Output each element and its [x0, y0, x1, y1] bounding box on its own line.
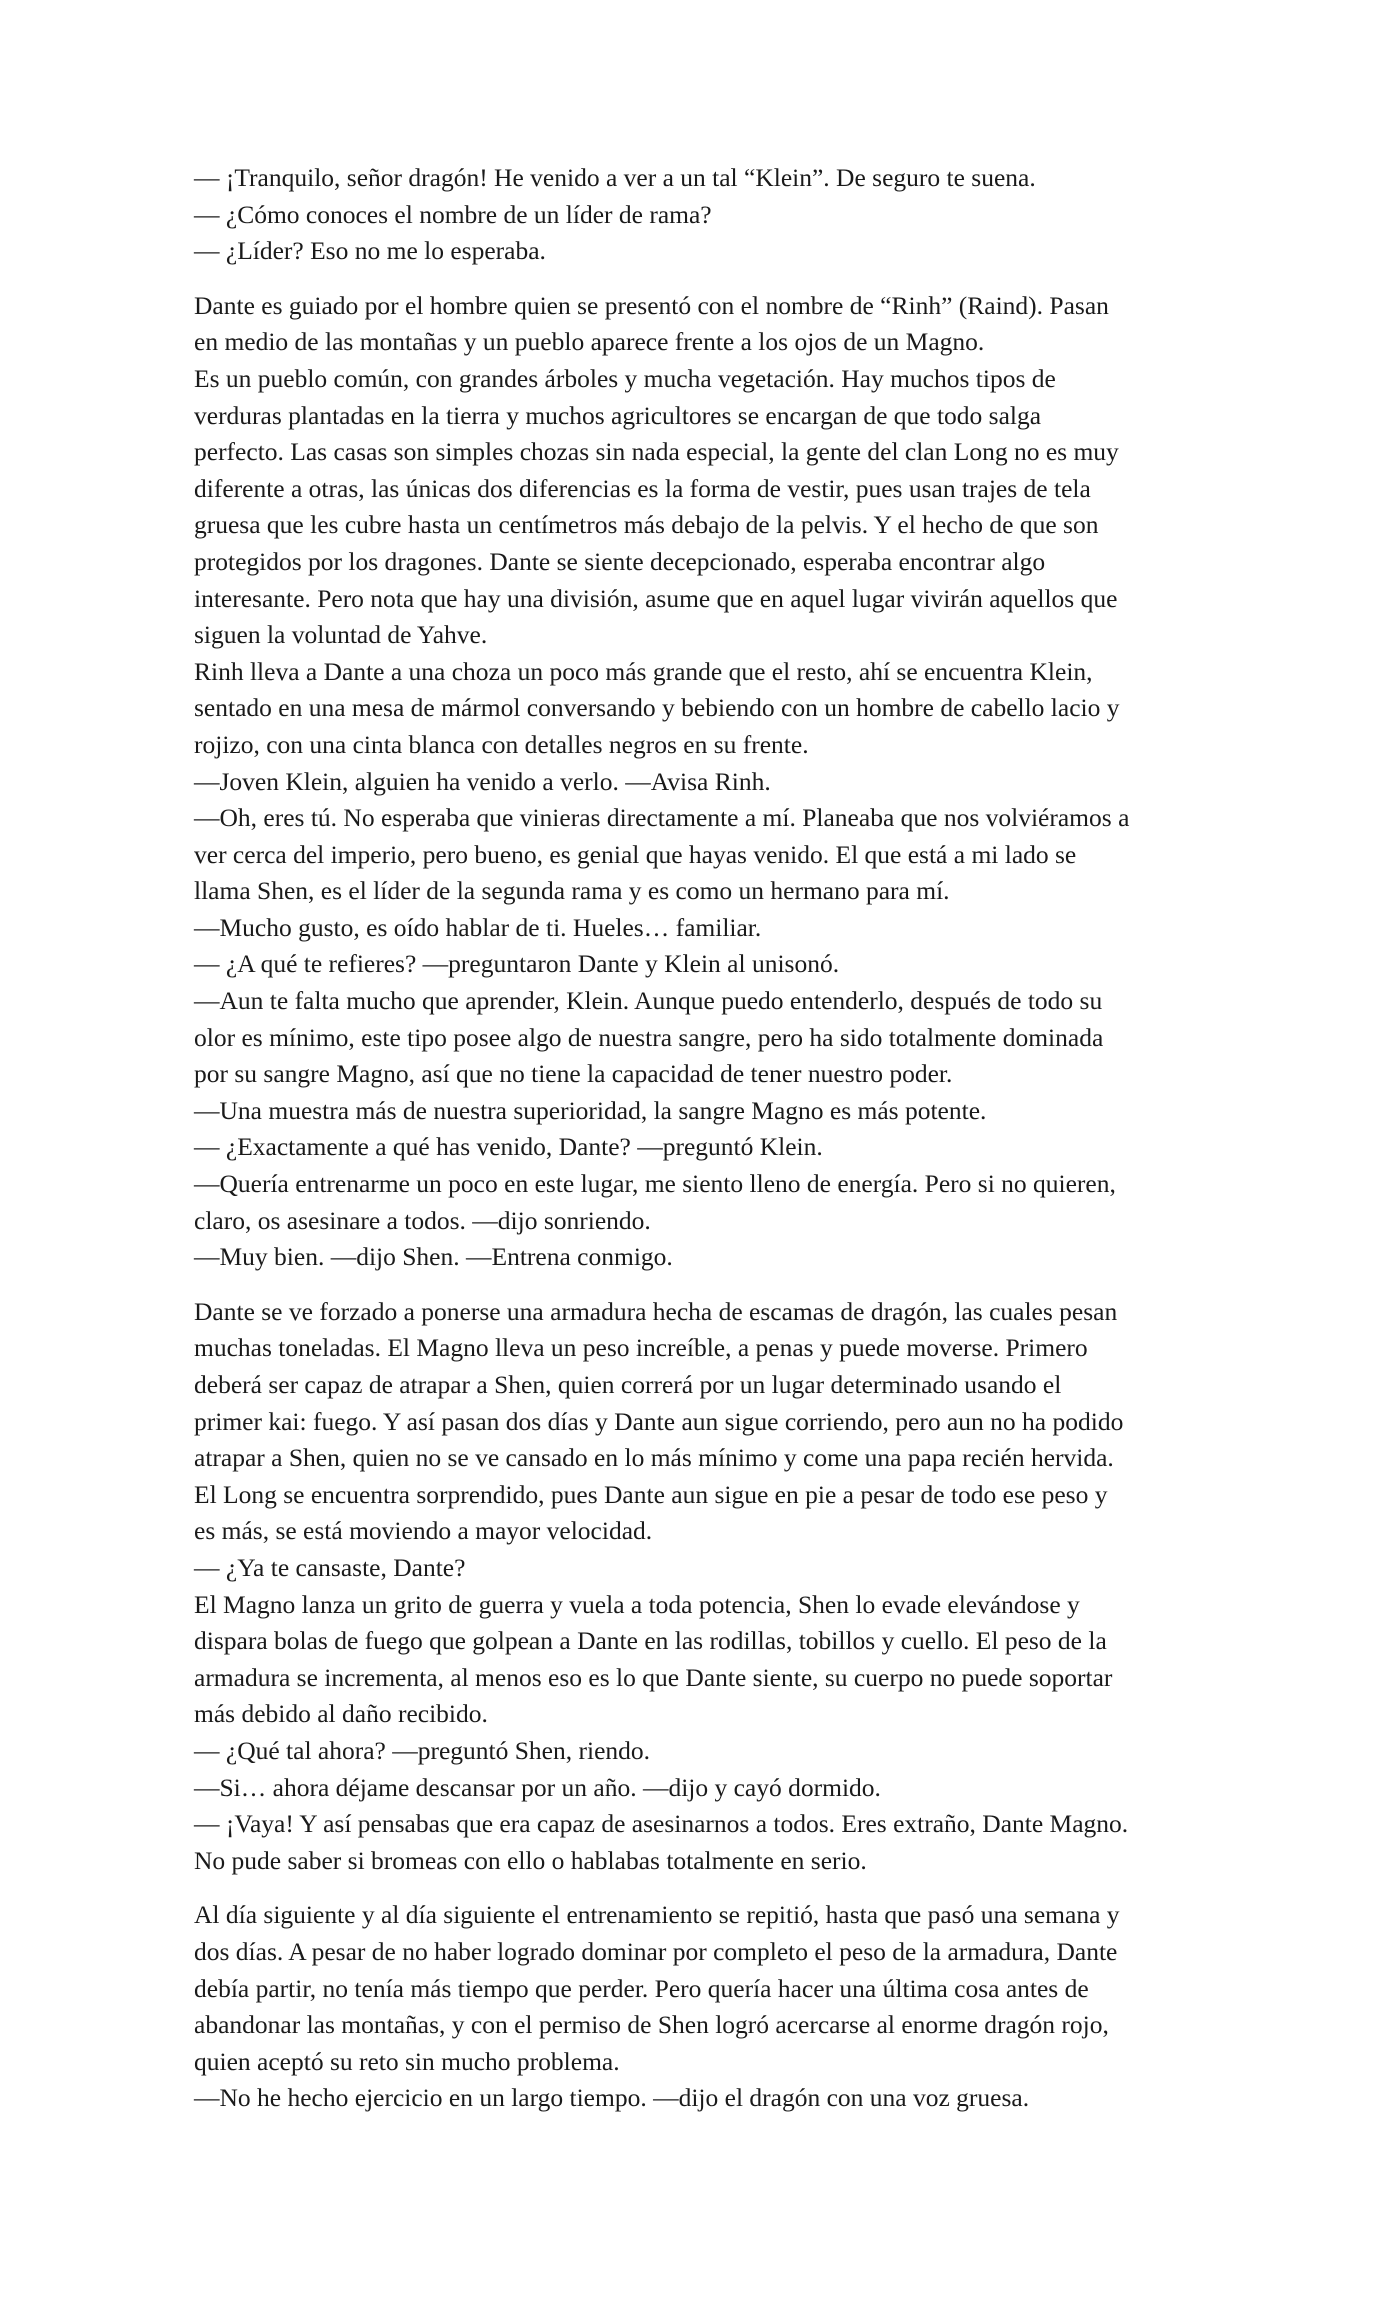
text-line: — ¿Qué tal ahora? —preguntó Shen, riendo.	[194, 1735, 651, 1765]
text-line: perfecto. Las casas son simples chozas sin nada especial, la gente del clan Long no es muy	[194, 437, 1119, 467]
text-line: deberá ser capaz de atrapar a Shen, quien correrá por un lugar determinado usando el	[194, 1370, 1062, 1399]
text-line: gruesa que les cubre hasta un centímetros más debajo de la pelvis. Y el hecho de que son	[194, 510, 1099, 540]
paragraph-block	[194, 1294, 1234, 1880]
text-line: sentado en una mesa de mármol conversando y bebiendo con un hombre de cabello lacio y	[194, 693, 1120, 723]
text-line: muchas toneladas. El Magno lleva un peso increíble, a penas y puede moverse. Primero	[194, 1333, 1088, 1363]
text-line: —Aun te falta mucho que aprender, Klein. Aunque puedo entenderlo, después de todo su	[194, 986, 1103, 1016]
text-line: interesante. Pero nota que hay una división, asume que en aquel lugar vivirán aquellos que	[194, 583, 1118, 613]
text-line: —Quería entrenarme un poco en este lugar, me siento lleno de energía. Pero si no quieren,	[194, 1169, 1116, 1199]
text-line: — ¿Líder? Eso no me lo esperaba.	[194, 236, 546, 266]
text-line: olor es mínimo, este tipo posee algo de nuestra sangre, pero ha sido totalmente dominada	[194, 1022, 1104, 1052]
text-line: en medio de las montañas y un pueblo aparece frente a los ojos de un Magno.	[194, 327, 985, 357]
text-line: armadura se incrementa, al menos eso es lo que Dante siente, su cuerpo no puede soportar	[194, 1662, 1113, 1692]
text-line: quien aceptó su reto sin mucho problema.	[194, 2046, 620, 2076]
text-line: abandonar las montañas, y con el permiso de Shen logró acercarse al enorme dragón rojo,	[194, 2010, 1109, 2040]
text-line: — ¡Tranquilo, señor dragón! He venido a ver a un tal “Klein”. De seguro te suena.	[194, 163, 1036, 192]
text-line: dispara bolas de fuego que golpean a Dante en las rodillas, tobillos y cuello. El peso de la	[194, 1626, 1107, 1656]
text-line: Rinh lleva a Dante a una choza un poco más grande que el resto, ahí se encuentra Klein,	[194, 656, 1093, 686]
text-line: debía partir, no tenía más tiempo que perder. Pero quería hacer una última cosa antes de	[194, 1973, 1089, 2003]
text-line: —Si… ahora déjame descansar por un año. —dijo y cayó dormido.	[194, 1772, 881, 1802]
text-line: protegidos por los dragones. Dante se siente decepcionado, esperaba encontrar algo	[194, 546, 1046, 576]
text-line: El Long se encuentra sorprendido, pues Dante aun sigue en pie a pesar de todo ese peso y	[194, 1479, 1108, 1509]
text-line: atrapar a Shen, quien no se ve cansado en lo más mínimo y come una papa recién hervida.	[194, 1443, 1114, 1473]
text-line: — ¡Vaya! Y así pensabas que era capaz de asesinarnos a todos. Eres extraño, Dante Magno.	[194, 1809, 1129, 1839]
text-line: — ¿Ya te cansaste, Dante?	[194, 1552, 466, 1582]
text-line: diferente a otras, las únicas dos diferencias es la forma de vestir, pues usan trajes de tela	[194, 473, 1091, 503]
text-line: primer kai: fuego. Y así pasan dos días y Dante aun sigue corriendo, pero aun no ha podido	[194, 1406, 1124, 1436]
paragraph-block	[194, 1897, 1234, 2117]
text-line: claro, os asesinare a todos. —dijo sonriendo.	[194, 1205, 651, 1235]
text-line: —Una muestra más de nuestra superioridad, la sangre Magno es más potente.	[194, 1095, 987, 1125]
text-line: llama Shen, es el líder de la segunda rama y es como un hermano para mí.	[194, 876, 950, 906]
text-line: —No he hecho ejercicio en un largo tiempo. —dijo el dragón con una voz gruesa.	[194, 2083, 1030, 2113]
text-line: Al día siguiente y al día siguiente el entrenamiento se repitió, hasta que pasó una semana y	[194, 1900, 1120, 1930]
text-line: Es un pueblo común, con grandes árboles y mucha vegetación. Hay muchos tipos de	[194, 363, 1056, 393]
text-line: verduras plantadas en la tierra y muchos agricultores se encargan de que todo salga	[194, 400, 1042, 430]
text-line: por su sangre Magno, así que no tiene la capacidad de tener nuestro poder.	[194, 1059, 953, 1089]
text-line: más debido al daño recibido.	[194, 1699, 488, 1729]
text-line: —Mucho gusto, es oído hablar de ti. Hueles… familiar.	[194, 912, 762, 942]
paragraph-block	[194, 288, 1234, 1276]
text-line: es más, se está moviendo a mayor velocidad.	[194, 1516, 653, 1546]
text-line: siguen la voluntad de Yahve.	[194, 620, 488, 650]
text-line: — ¿Exactamente a qué has venido, Dante? —preguntó Klein.	[194, 1132, 823, 1162]
text-line: — ¿Cómo conoces el nombre de un líder de rama?	[194, 199, 712, 229]
text-line: ver cerca del imperio, pero bueno, es genial que hayas venido. El que está a mi lado se	[194, 839, 1077, 869]
text-line: Dante es guiado por el hombre quien se presentó con el nombre de “Rinh” (Raind). Pasan	[194, 290, 1109, 320]
text-line: — ¿A qué te refieres? —preguntaron Dante y Klein al unisonó.	[194, 949, 840, 979]
text-line: —Oh, eres tú. No esperaba que vinieras directamente a mí. Planeaba que nos volviéramos a	[194, 803, 1130, 833]
text-line: Dante se ve forzado a ponerse una armadura hecha de escamas de dragón, las cuales pesan	[194, 1296, 1118, 1326]
text-line: No pude saber si bromeas con ello o hablabas totalmente en serio.	[194, 1845, 867, 1875]
text-line: —Joven Klein, alguien ha venido a verlo. —Avisa Rinh.	[194, 766, 771, 796]
text-line: rojizo, con una cinta blanca con detalles negros en su frente.	[194, 729, 809, 759]
text-line: —Muy bien. —dijo Shen. —Entrena conmigo.	[194, 1242, 673, 1272]
text-line: dos días. A pesar de no haber logrado dominar por completo el peso de la armadura, Dante	[194, 1936, 1118, 1966]
text-line: El Magno lanza un grito de guerra y vuela a toda potencia, Shen lo evade elevándose y	[194, 1589, 1080, 1619]
paragraph-block	[194, 160, 1234, 270]
text-body	[194, 160, 1234, 2117]
